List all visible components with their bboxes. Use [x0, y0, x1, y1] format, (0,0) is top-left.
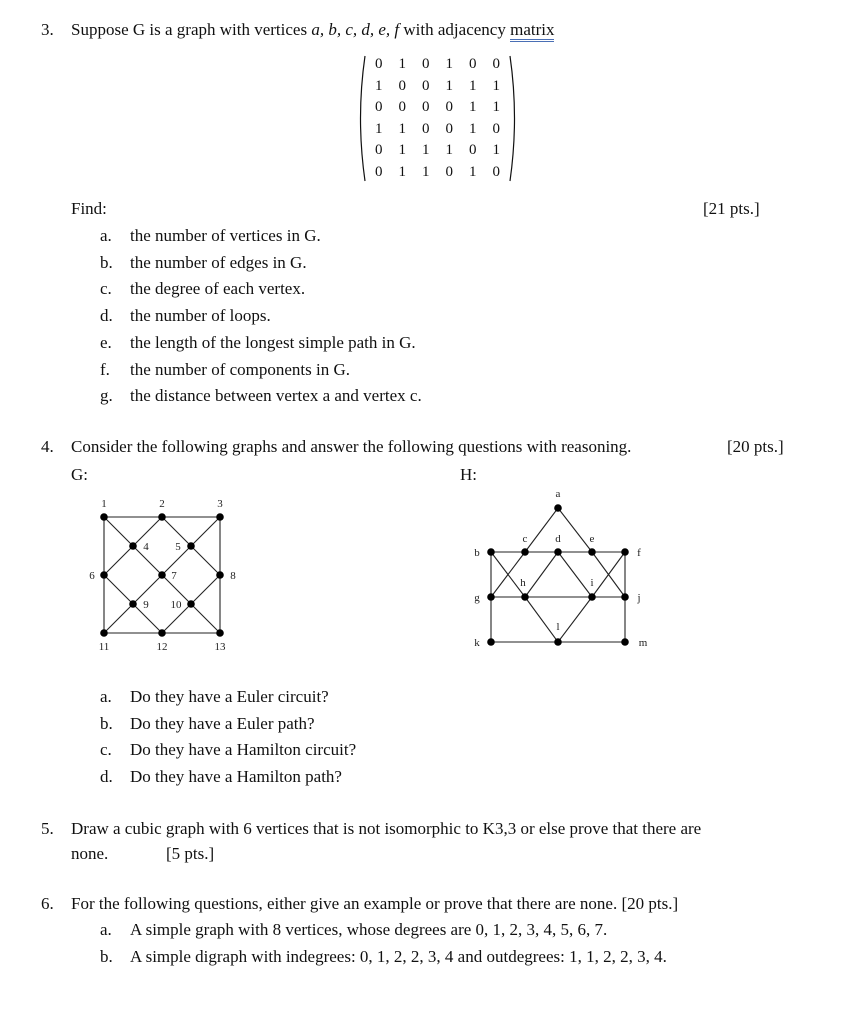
graph-g-vertex-label: 10 — [170, 599, 182, 611]
q5-line-1: Draw a cubic graph with 6 vertices that is not isomorphic to K3,3 or else prove that there are — [71, 819, 702, 838]
q3-statement — [71, 21, 554, 38]
q6-item-text: A simple digraph with indegrees: 0, 1, 2, 2, 3, 4 and outdegrees: 1, 1, 2, 2, 3, 4. — [130, 946, 667, 966]
matrix-cell: 1 — [422, 142, 430, 158]
graph-h-vertex — [621, 548, 629, 556]
q4-item-letter: d. — [100, 766, 113, 786]
graph-g-edge — [191, 517, 220, 546]
q4-item-text: Do they have a Hamilton circuit? — [130, 740, 357, 759]
graph-h-vertex — [487, 638, 495, 646]
graph-g-label: G: — [71, 465, 88, 484]
graph-g-vertex — [100, 629, 108, 637]
matrix-cell: 0 — [422, 77, 430, 94]
graph-h-edge — [558, 508, 592, 552]
matrix-cell: 1 — [469, 120, 477, 137]
graph-g-vertex — [129, 542, 137, 550]
matrix-cell: 0 — [375, 99, 383, 115]
matrix-cell: 1 — [422, 163, 430, 180]
matrix-cell: 0 — [422, 120, 430, 137]
graph-h-vertex — [588, 548, 596, 556]
q4-item-text: Do they have a Euler circuit? — [130, 687, 329, 706]
graph-h-vertex — [521, 593, 529, 601]
graph-g-edge — [104, 517, 133, 546]
graph-g-vertex-label: 1 — [101, 498, 107, 510]
q6-item-letter: b. — [100, 946, 113, 966]
graph-g-vertex — [158, 629, 166, 637]
graph-h-vertex-label: g — [474, 592, 480, 604]
graph-g-edge — [104, 575, 133, 604]
graph-g-vertex — [187, 600, 195, 608]
graph-h-vertex — [621, 593, 629, 601]
graph-g-vertex — [100, 571, 108, 579]
graph-h-edge — [525, 552, 558, 597]
matrix-table — [367, 54, 508, 183]
q3-points: [21 pts.] — [703, 199, 760, 218]
matrix-cell: 0 — [445, 99, 453, 115]
q3-item-text: the length of the longest simple path in G. — [130, 332, 416, 352]
graph-h-vertex-label: e — [589, 533, 595, 545]
graph-h-vertex-label: k — [474, 637, 480, 649]
matrix-row — [367, 162, 508, 184]
matrix-cell: 1 — [445, 56, 453, 72]
matrix-cell: 1 — [469, 77, 477, 94]
q3-item-text: the degree of each vertex. — [130, 279, 306, 299]
q6-number: 6. — [41, 894, 54, 913]
graph-g-vertex — [187, 542, 195, 550]
matrix-cell: 0 — [422, 56, 430, 72]
matrix-cell: 0 — [375, 163, 383, 180]
matrix-cell: 0 — [375, 56, 383, 72]
graph-g — [75, 488, 255, 663]
q3-item-letter: c. — [100, 279, 112, 299]
graph-g-vertex — [158, 571, 166, 579]
graph-h-vertex-label: d — [555, 533, 561, 545]
matrix-cell: 1 — [445, 77, 453, 94]
q4-item-letter: a. — [100, 687, 112, 706]
q3-item-text: the number of loops. — [130, 306, 271, 326]
graph-g-edge — [191, 604, 220, 633]
graph-h-vertex — [621, 638, 629, 646]
matrix-row — [367, 76, 508, 98]
graph-g-vertex — [216, 571, 224, 579]
q3-item-text: the distance between vertex a and vertex c. — [130, 386, 422, 406]
matrix-cell: 1 — [492, 99, 500, 115]
matrix-cell: 1 — [398, 163, 406, 180]
graph-h-vertex-label: f — [637, 547, 641, 559]
matrix-cell: 1 — [469, 163, 477, 180]
matrix-row — [367, 97, 508, 119]
graph-g-vertex-label: 7 — [171, 570, 177, 582]
q3-item-text: the number of vertices in G. — [130, 226, 321, 245]
graph-h-vertex-label: i — [590, 577, 594, 589]
graph-h — [465, 482, 665, 657]
graph-g-vertex — [100, 513, 108, 521]
matrix-row — [367, 140, 508, 162]
graph-h-vertex-label: h — [520, 577, 526, 589]
matrix-cell: 1 — [398, 56, 406, 72]
graph-h-vertex — [554, 548, 562, 556]
matrix-cell: 1 — [375, 120, 383, 137]
matrix-cell: 0 — [469, 56, 477, 72]
graph-g-vertex-label: 11 — [98, 641, 110, 653]
graph-h-vertex-label: b — [474, 547, 480, 559]
graph-g-edge — [104, 604, 133, 633]
graph-h-vertex-label: l — [556, 621, 560, 633]
matrix-cell: 0 — [492, 163, 500, 180]
graph-h-edge — [525, 597, 558, 642]
matrix-cell: 0 — [375, 142, 383, 158]
graph-g-vertex-label: 6 — [89, 570, 95, 582]
q4-points: [20 pts.] — [727, 437, 784, 456]
graph-h-vertex — [521, 548, 529, 556]
graph-h-vertex — [588, 593, 596, 601]
q5-line-2: none. — [71, 844, 109, 863]
graph-h-edge — [522, 508, 558, 552]
matrix-cell: 1 — [398, 120, 406, 137]
graph-g-vertex-label: 4 — [143, 541, 149, 553]
graph-h-edge — [558, 552, 592, 597]
matrix-row — [367, 119, 508, 141]
q3-number: 3. — [41, 20, 54, 39]
graph-h-vertex-label: j — [637, 592, 641, 604]
q3-find-label: Find: — [71, 199, 107, 218]
graph-h-vertex-label: m — [638, 637, 648, 649]
graph-g-vertex — [129, 600, 137, 608]
graph-g-vertex-label: 3 — [217, 498, 223, 510]
q4-item-letter: c. — [100, 740, 112, 759]
q4-statement: Consider the following graphs and answer the following questions with reasoning. — [71, 437, 632, 456]
q3-vertex-list: a, b, c, d, e, f — [311, 20, 400, 39]
q3-item-text: the number of edges in G. — [130, 252, 307, 272]
q3-item-letter: g. — [100, 386, 113, 406]
q3-item-letter: e. — [100, 332, 112, 352]
matrix-cell: 1 — [469, 99, 477, 115]
matrix-cell: 0 — [492, 120, 500, 137]
matrix-cell: 1 — [492, 142, 500, 158]
graph-h-vertex — [554, 638, 562, 646]
q5-number: 5. — [41, 819, 54, 838]
graph-g-vertex-label: 2 — [159, 498, 165, 510]
matrix-cell: 0 — [445, 120, 453, 137]
q3-item-letter: f. — [100, 359, 110, 379]
q3-item-letter: a. — [100, 226, 112, 245]
graph-g-vertex-label: 13 — [214, 641, 226, 653]
matrix-cell: 1 — [445, 142, 453, 158]
graph-g-vertex — [216, 629, 224, 637]
graph-g-vertex — [216, 513, 224, 521]
graph-g-vertex-label: 8 — [230, 570, 236, 582]
graph-h-vertex — [487, 548, 495, 556]
matrix-cell: 0 — [445, 163, 453, 180]
graph-h-vertex — [487, 593, 495, 601]
graph-g-edge — [104, 546, 133, 575]
q4-item-text: Do they have a Euler path? — [130, 713, 315, 733]
graph-h-edge — [558, 597, 592, 642]
matrix-cell: 1 — [398, 142, 406, 158]
graph-g-edge — [191, 546, 220, 575]
graph-g-edge — [191, 575, 220, 604]
graph-g-vertex-label: 9 — [143, 599, 149, 611]
q6-item-letter: a. — [100, 920, 112, 939]
q3-item-text: the number of components in G. — [130, 359, 351, 379]
q3-item-letter: b. — [100, 252, 113, 272]
graph-h-vertex — [554, 504, 562, 512]
matrix-cell: 0 — [492, 56, 500, 72]
graph-h-vertex-label: a — [555, 488, 561, 500]
graph-g-vertex-label: 5 — [175, 541, 181, 553]
graph-h-vertex-label: c — [522, 533, 528, 545]
graph-g-vertex — [158, 513, 166, 521]
graph-h-label: H: — [460, 465, 477, 484]
q5-points: [5 pts.] — [166, 844, 215, 863]
matrix-cell: 1 — [492, 77, 500, 94]
matrix-row — [367, 54, 508, 76]
matrix-cell: 1 — [375, 77, 383, 94]
q3-text-mid: with adjacency — [403, 20, 506, 39]
q6-item-text: A simple graph with 8 vertices, whose degrees are 0, 1, 2, 3, 4, 5, 6, 7. — [130, 920, 608, 939]
q6-statement: For the following questions, either give an example or prove that there are none. [20 pts.] — [71, 894, 679, 913]
matrix-cell: 0 — [398, 77, 406, 94]
graph-g-vertex-label: 12 — [156, 641, 168, 653]
matrix-cell: 0 — [398, 99, 406, 115]
adjacency-matrix — [355, 52, 520, 185]
q4-item-text: Do they have a Hamilton path? — [130, 766, 342, 786]
matrix-cell: 0 — [422, 99, 430, 115]
matrix-cell: 0 — [469, 142, 477, 158]
q3-text-prefix: Suppose G is a graph with vertices — [71, 20, 308, 39]
q4-number: 4. — [41, 437, 54, 456]
q3-item-letter: d. — [100, 306, 113, 326]
q4-item-letter: b. — [100, 713, 113, 733]
q3-matrix-link[interactable]: matrix — [510, 20, 554, 42]
